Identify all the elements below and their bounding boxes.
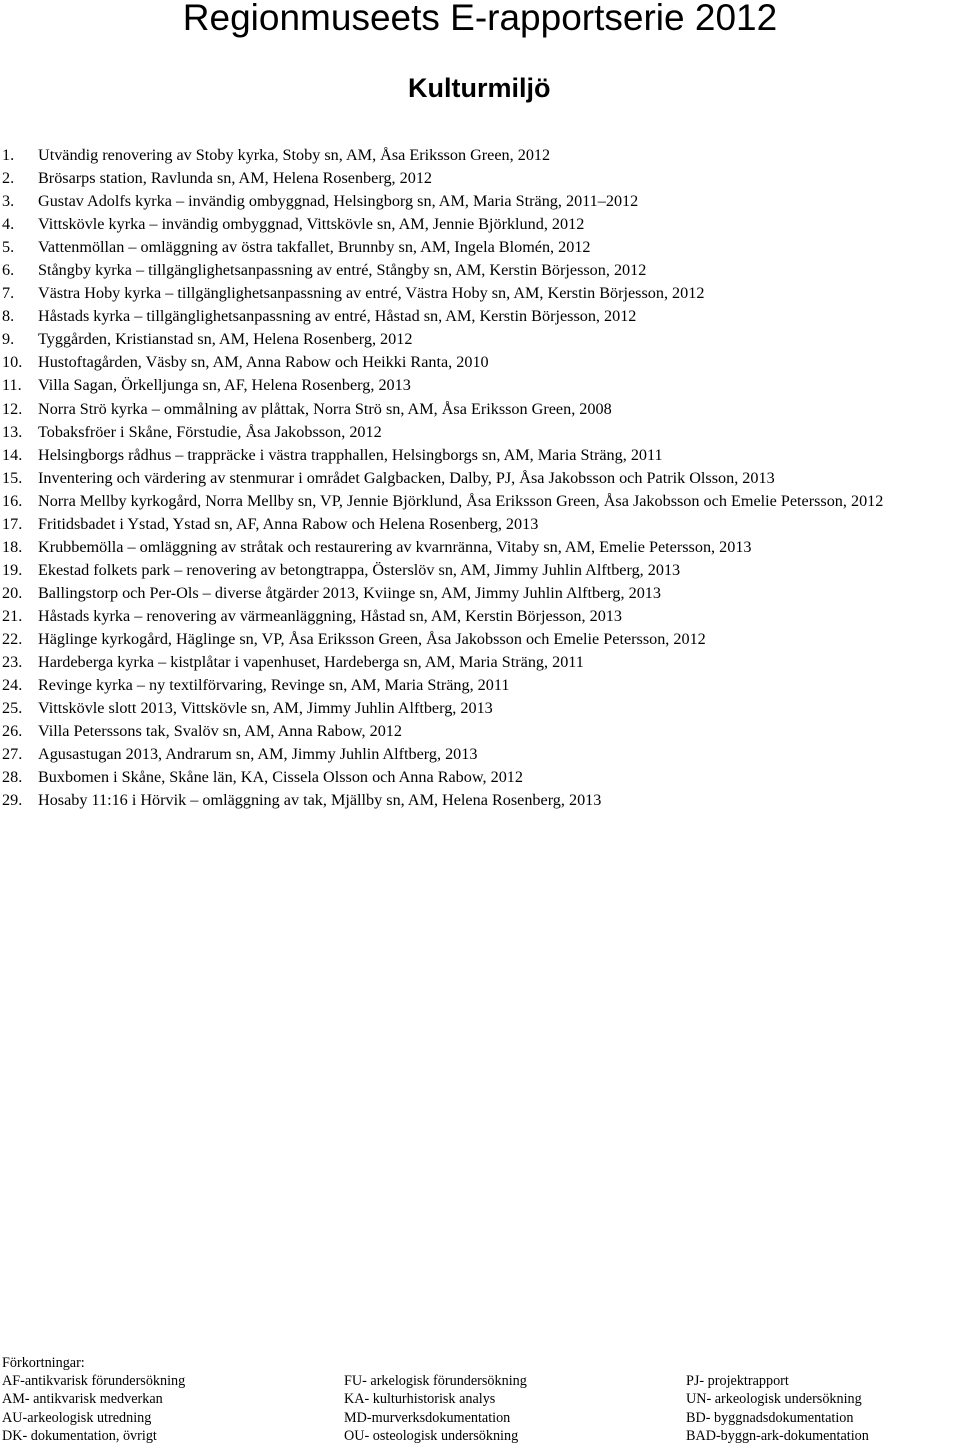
abbreviations-column	[686, 1372, 869, 1445]
list-item	[0, 398, 960, 421]
list-item	[0, 259, 960, 282]
item-text: Hustoftagården, Väsby sn, AM, Anna Rabow och Heikki Ranta, 2010	[38, 353, 489, 372]
list-item	[0, 444, 960, 467]
item-text: Tobaksfröer i Skåne, Förstudie, Åsa Jakobsson, 2012	[38, 422, 382, 441]
abbreviation-entry: UN- arkeologisk undersökning	[686, 1391, 862, 1408]
item-text: Inventering och värdering av stenmurar i området Galgbacken, Dalby, PJ, Åsa Jakobsson och Patrik Olsson, 2013	[38, 468, 775, 487]
item-number: 14.	[2, 445, 23, 464]
item-number: 2.	[2, 169, 15, 188]
list-item	[0, 236, 960, 259]
item-text: Fritidsbadet i Ystad, Ystad sn, AF, Anna Rabow och Helena Rosenberg, 2013	[38, 514, 539, 533]
list-item	[0, 213, 960, 236]
list-item	[0, 513, 960, 536]
item-text: Hardeberga kyrka – kistplåtar i vapenhuset, Hardeberga sn, AM, Maria Sträng, 2011	[38, 653, 584, 672]
list-item	[0, 328, 960, 351]
item-number: 13.	[2, 422, 23, 441]
abbreviations-grid	[2, 1372, 952, 1446]
item-text: Buxbomen i Skåne, Skåne län, KA, Cissela Olsson och Anna Rabow, 2012	[38, 768, 523, 787]
item-number: 3.	[2, 192, 15, 211]
abbreviations-heading: Förkortningar:	[2, 1355, 85, 1371]
list-item	[0, 536, 960, 559]
item-number: 12.	[2, 399, 23, 418]
item-text: Vittskövle kyrka – invändig ombyggnad, Vittskövle sn, AM, Jennie Björklund, 2012	[38, 215, 585, 234]
item-text: Villa Peterssons tak, Svalöv sn, AM, Anna Rabow, 2012	[38, 722, 402, 741]
item-text: Stångby kyrka – tillgänglighetsanpassning av entré, Stångby sn, AM, Kerstin Börjesson, 2012	[38, 261, 647, 280]
abbreviation-entry: OU- osteologisk undersökning	[344, 1427, 519, 1444]
abbreviation-entry: AU-arkeologisk utredning	[2, 1409, 152, 1426]
list-item	[0, 351, 960, 374]
item-text: Håstads kyrka – renovering av värmeanläggning, Håstad sn, AM, Kerstin Börjesson, 2013	[38, 606, 622, 625]
item-number: 15.	[2, 468, 23, 487]
item-text: Norra Mellby kyrkogård, Norra Mellby sn, VP, Jennie Björklund, Åsa Eriksson Green, Åsa Jakobsson och Emelie Petersson, 2012	[38, 491, 884, 510]
item-text: Revinge kyrka – ny textilförvaring, Revinge sn, AM, Maria Sträng, 2011	[38, 676, 510, 695]
item-text: Ekestad folkets park – renovering av betongtrappa, Österslöv sn, AM, Jimmy Juhlin Alftberg, 2013	[38, 560, 681, 579]
item-text: Krubbemölla – omläggning av stråtak och restaurering av kvarnränna, Vitaby sn, AM, Emelie Petersson, 2013	[38, 537, 752, 556]
abbreviation-entry: AM- antikvarisk medverkan	[2, 1391, 163, 1408]
item-text: Brösarps station, Ravlunda sn, AM, Helena Rosenberg, 2012	[38, 169, 433, 188]
item-number: 5.	[2, 238, 15, 257]
list-item	[0, 743, 960, 766]
item-number: 16.	[2, 491, 23, 510]
item-number: 19.	[2, 560, 23, 579]
abbreviation-entry: BAD-byggn-ark-dokumentation	[686, 1427, 869, 1444]
list-item	[0, 559, 960, 582]
item-number: 20.	[2, 583, 23, 602]
abbreviations-column	[2, 1372, 185, 1445]
list-item	[0, 720, 960, 743]
item-text: Vittskövle slott 2013, Vittskövle sn, AM, Jimmy Juhlin Alftberg, 2013	[38, 699, 493, 718]
abbreviations-legend	[2, 1354, 952, 1446]
list-item	[0, 766, 960, 789]
item-number: 11.	[2, 376, 22, 395]
list-item	[0, 490, 960, 513]
item-text: Utvändig renovering av Stoby kyrka, Stoby sn, AM, Åsa Eriksson Green, 2012	[38, 146, 551, 164]
item-number: 25.	[2, 699, 23, 718]
report-list	[0, 144, 960, 812]
abbreviation-entry: PJ- projektrapport	[686, 1373, 789, 1390]
item-number: 1.	[2, 146, 15, 164]
list-item	[0, 789, 960, 812]
item-text: Villa Sagan, Örkelljunga sn, AF, Helena Rosenberg, 2013	[38, 376, 411, 395]
abbreviation-entry: BD- byggnadsdokumentation	[686, 1409, 854, 1426]
item-number: 10.	[2, 353, 23, 372]
list-item	[0, 605, 960, 628]
item-text: Ballingstorp och Per-Ols – diverse åtgärder 2013, Kviinge sn, AM, Jimmy Juhlin Alftberg, 2013	[38, 583, 661, 602]
item-number: 23.	[2, 653, 23, 672]
list-item	[0, 582, 960, 605]
list-item	[0, 628, 960, 651]
abbreviation-entry: FU- arkelogisk förundersökning	[344, 1373, 527, 1390]
item-number: 26.	[2, 722, 23, 741]
item-number: 27.	[2, 745, 23, 764]
item-number: 18.	[2, 537, 23, 556]
item-number: 9.	[2, 330, 15, 349]
item-number: 22.	[2, 629, 23, 648]
abbreviation-entry: DK- dokumentation, övrigt	[2, 1427, 157, 1444]
item-number: 8.	[2, 307, 15, 326]
item-text: Västra Hoby kyrka – tillgänglighetsanpassning av entré, Västra Hoby sn, AM, Kerstin Börjesson, 2012	[38, 284, 705, 303]
list-item	[0, 674, 960, 697]
abbreviations-column	[344, 1372, 527, 1445]
item-text: Helsingborgs rådhus – trappräcke i västra trapphallen, Helsingborgs sn, AM, Maria Sträng, 2011	[38, 445, 663, 464]
list-item	[0, 305, 960, 328]
item-number: 7.	[2, 284, 15, 303]
item-text: Håstads kyrka – tillgänglighetsanpassning av entré, Håstad sn, AM, Kerstin Börjesson, 2012	[38, 307, 637, 326]
item-number: 21.	[2, 606, 23, 625]
item-text: Tyggården, Kristianstad sn, AM, Helena Rosenberg, 2012	[38, 330, 413, 349]
item-number: 24.	[2, 676, 23, 695]
list-item	[0, 144, 960, 167]
item-text: Agusastugan 2013, Andrarum sn, AM, Jimmy Juhlin Alftberg, 2013	[38, 745, 478, 764]
item-text: Norra Strö kyrka – ommålning av plåttak, Norra Strö sn, AM, Åsa Eriksson Green, 2008	[38, 399, 612, 418]
item-number: 17.	[2, 514, 23, 533]
abbreviation-entry: KA- kulturhistorisk analys	[344, 1391, 496, 1408]
item-number: 28.	[2, 768, 23, 787]
list-item	[0, 282, 960, 305]
item-text: Hosaby 11:16 i Hörvik – omläggning av tak, Mjällby sn, AM, Helena Rosenberg, 2013	[38, 791, 602, 810]
item-number: 6.	[2, 261, 15, 280]
list-item	[0, 374, 960, 397]
list-item	[0, 467, 960, 490]
list-item	[0, 697, 960, 720]
list-item	[0, 421, 960, 444]
item-number: 4.	[2, 215, 15, 234]
section-title: Kulturmiljö	[408, 73, 551, 103]
page-title: Regionmuseets E-rapportserie 2012	[182, 0, 778, 38]
item-text: Häglinge kyrkogård, Häglinge sn, VP, Åsa Eriksson Green, Åsa Jakobsson och Emelie Petersson, 2012	[38, 629, 706, 648]
list-item	[0, 190, 960, 213]
item-number: 29.	[2, 791, 23, 810]
abbreviation-entry: AF-antikvarisk förundersökning	[2, 1373, 186, 1390]
item-text: Gustav Adolfs kyrka – invändig ombyggnad, Helsingborg sn, AM, Maria Sträng, 2011–2012	[38, 192, 639, 211]
abbreviation-entry: MD-murverksdokumentation	[344, 1409, 511, 1426]
list-item	[0, 167, 960, 190]
item-text: Vattenmöllan – omläggning av östra takfallet, Brunnby sn, AM, Ingela Blomén, 2012	[38, 238, 591, 257]
list-item	[0, 651, 960, 674]
